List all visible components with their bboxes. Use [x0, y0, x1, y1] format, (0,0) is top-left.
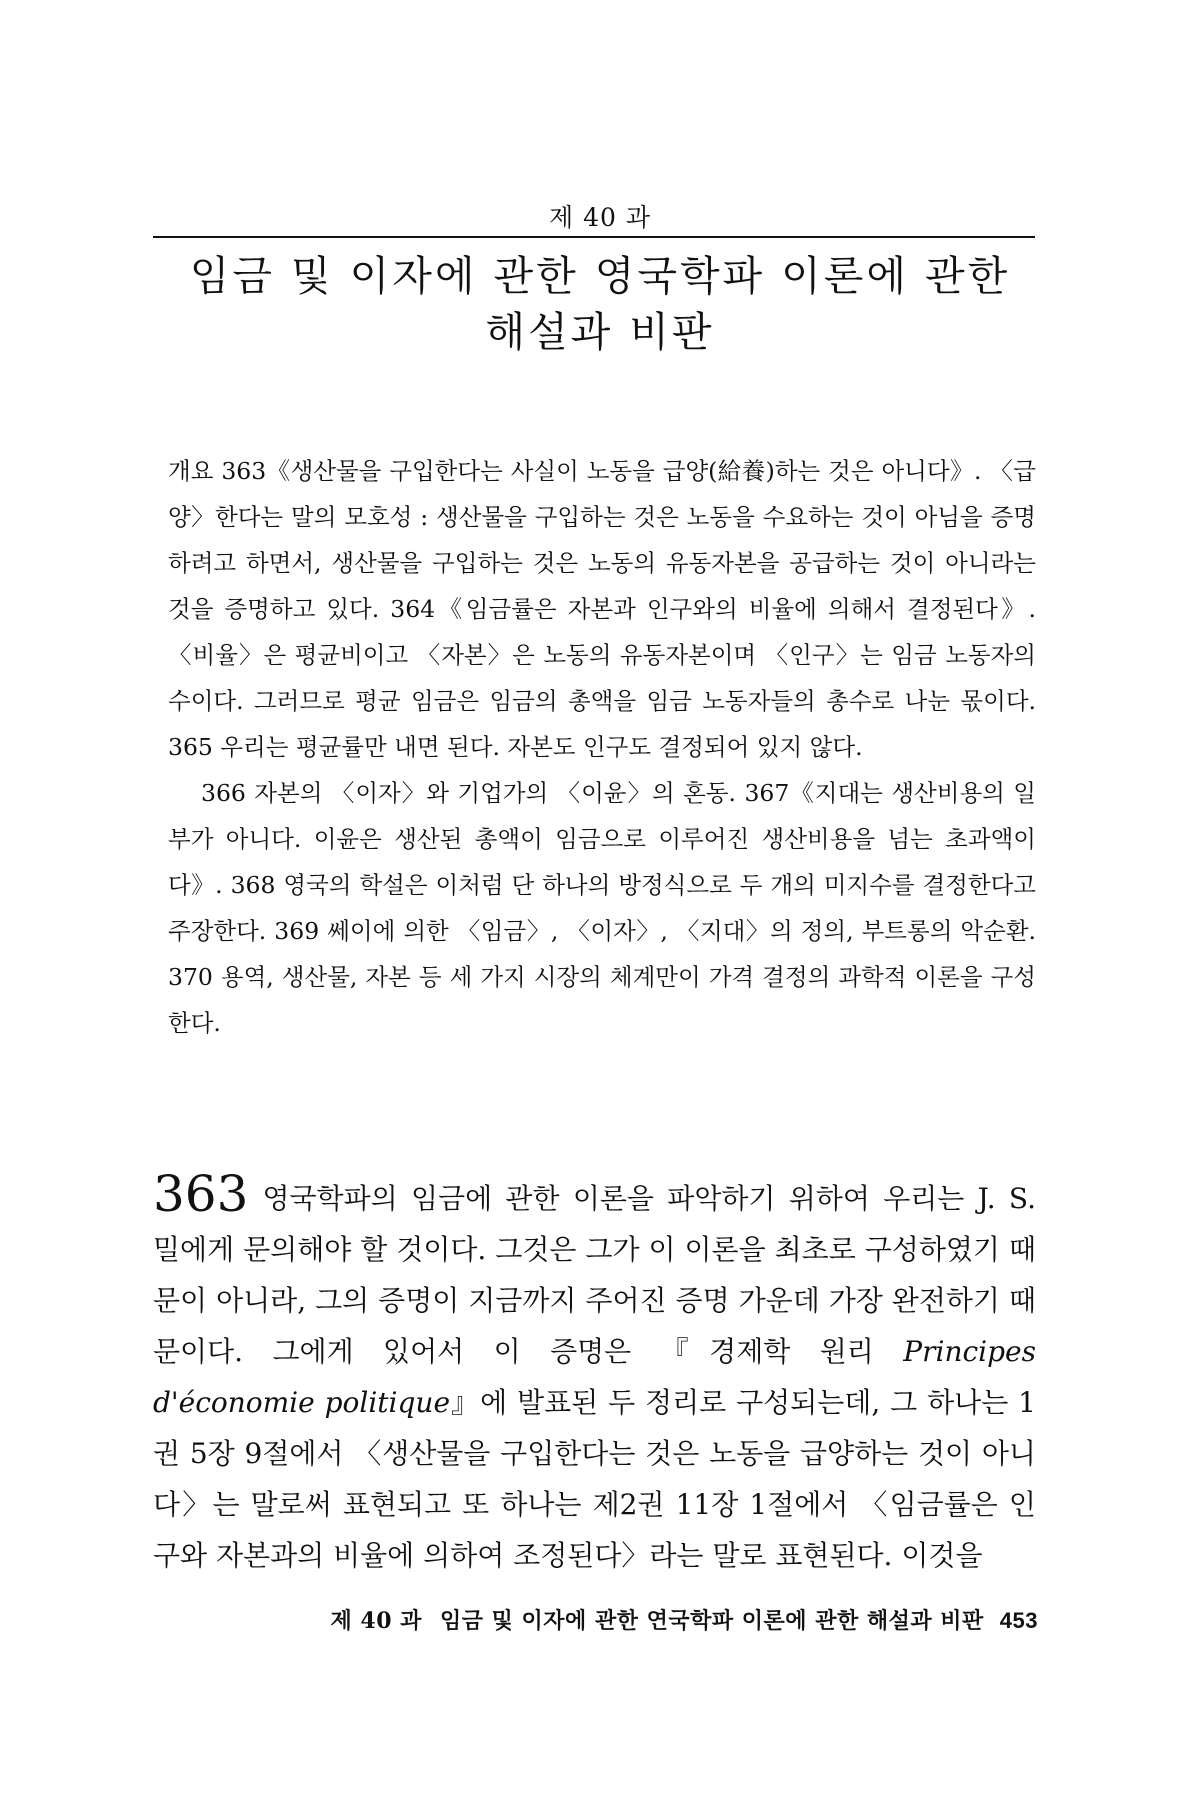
body-paragraph: [153, 1165, 1036, 1581]
paragraph-number: 363: [153, 1165, 249, 1223]
header-rule: [153, 236, 1035, 238]
book-title-italic: Principes d'économie politique: [153, 1335, 1036, 1419]
footer-chapter-label: 제 40 과: [330, 1608, 422, 1634]
running-footer: [331, 1604, 1039, 1635]
body-text-part2: 』에 발표된 두 정리로 구성되는데, 그 하나는 1권 5장 9절에서 〈생산물을 구입한다는 것은 노동을 급양하는 것이 아니다〉는 말로써 표현되고 또 하나는 제2권 11장 1절에서 〈임금률은 인구와 자본과의 비율에 의하여 조정된다〉라는 말로 표현된다. 이것을: [153, 1386, 1036, 1572]
chapter-title-line2: 해설과 비판: [485, 308, 715, 356]
page-number: 453: [999, 1608, 1038, 1633]
chapter-summary: [168, 448, 1036, 1046]
chapter-title: [150, 248, 1050, 360]
body-text-part1: 영국학파의 임금에 관한 이론을 파악하기 위하여 우리는 J. S. 밀에게 문의해야 할 것이다. 그것은 그가 이 이론을 최초로 구성하였기 때문이 아니라, 그의 증명이 지금까지 주어진 증명 가운데 가장 완전하기 때문이다. 그에게 있어서 이 증명은 『경제학 원리: [153, 1182, 1036, 1368]
footer-running-title: 임금 및 이자에 관한 연국학파 이론에 관한 해설과 비판: [439, 1608, 984, 1634]
chapter-label: 제 40 과: [548, 203, 651, 232]
chapter-title-line1: 임금 및 이자에 관한 영국학파 이론에 관한: [189, 252, 1011, 300]
summary-paragraph: 개요 363《생산물을 구입한다는 사실이 노동을 급양(給養)하는 것은 아니다》. 〈급양〉한다는 말의 모호성 : 생산물을 구입하는 것은 노동을 수요하는 것이 아님을 증명하려고 하면서, 생산물을 구입하는 것은 노동의 유동자본을 공급하는 것이 아니라는 것을 증명하고 있다. 364《임금률은 자본과 인구와의 비율에 의해서 결정된다》. 〈비율〉은 평균비이고 〈자본〉은 노동의 유동자본이며 〈인구〉는 임금 노동자의 수이다. 그러므로 평균 임금은 임금의 총액을 임금 노동자들의 총수로 나눈 몫이다. 365 우리는 평균률만 내면 된다. 자본도 인구도 결정되어 있지 않다.: [168, 457, 1036, 761]
summary-paragraph: 366 자본의 〈이자〉와 기업가의 〈이윤〉의 혼동. 367《지대는 생산비용의 일부가 아니다. 이윤은 생산된 총액이 임금으로 이루어진 생산비용을 넘는 초과액이다》. 368 영국의 학설은 이처럼 단 하나의 방정식으로 두 개의 미지수를 결정한다고 주장한다. 369 쎄이에 의한 〈임금〉, 〈이자〉, 〈지대〉의 정의, 부트롱의 악순환. 370 용역, 생산물, 자본 등 세 가지 시장의 체계만이 가격 결정의 과학적 이론을 구성한다.: [168, 779, 1036, 1037]
